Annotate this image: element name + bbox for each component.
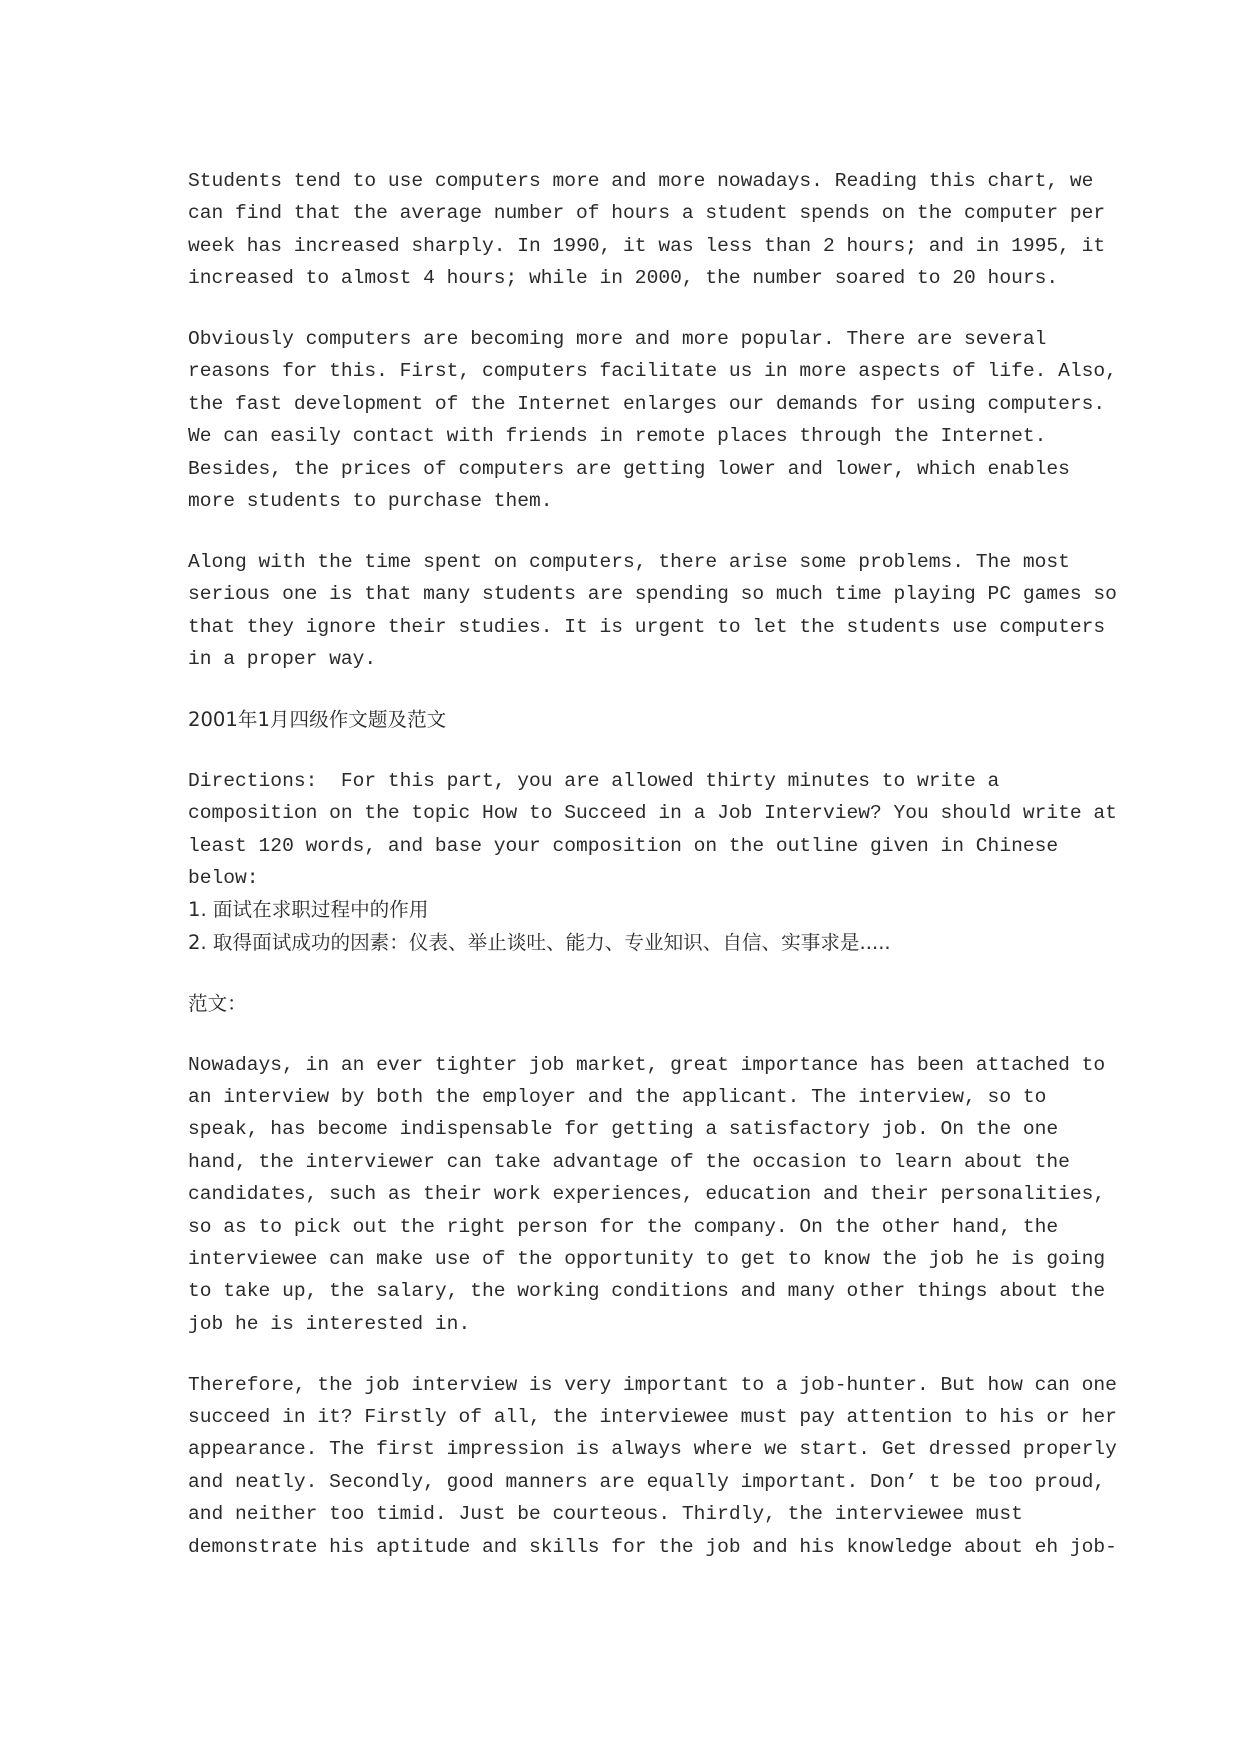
text-line: in a proper way. <box>188 648 377 671</box>
text-line: Obviously computers are becoming more and more popular. There are several <box>188 328 1047 351</box>
text-line: Along with the time spent on computers, there arise some problems. The most <box>188 550 1070 573</box>
text-line: We can easily contact with friends in remote places through the Internet. <box>188 425 1047 448</box>
text-line: demonstrate his aptitude and skills for the job and his knowledge about eh job- <box>188 1535 1117 1558</box>
text-line: more students to purchase them. <box>188 490 553 513</box>
text-line: least 120 words, and base your composition on the outline given in Chinese <box>188 834 1059 857</box>
document-body <box>188 165 1117 1591</box>
section-heading <box>188 704 1068 736</box>
text-line: week has increased sharply. In 1990, it was less than 2 hours; and in 1995, it <box>188 234 1106 257</box>
text-line: that they ignore their studies. It is urgent to let the students use computers <box>188 615 1106 638</box>
sample-essay-label-text: 范文： <box>188 991 247 1015</box>
text-line: increased to almost 4 hours; while in 2000, the number soared to 20 hours. <box>188 267 1059 290</box>
text-line: composition on the topic How to Succeed in a Job Interview? You should write at <box>188 802 1117 825</box>
text-line: candidates, such as their work experiences, education and their personalities, <box>188 1183 1106 1206</box>
text-line: speak, has become indispensable for getting a satisfactory job. On the one <box>188 1118 1059 1141</box>
text-line: interviewee can make use of the opportunity to get to know the job he is going <box>188 1247 1106 1270</box>
text-line: Students tend to use computers more and more nowadays. Reading this chart, we <box>188 170 1094 192</box>
text-line: Besides, the prices of computers are getting lower and lower, which enables <box>188 457 1070 480</box>
text-line: below: <box>188 867 259 890</box>
paragraph-problems <box>188 546 1117 676</box>
text-line: appearance. The first impression is always where we start. Get dressed properly <box>188 1438 1117 1461</box>
paragraph-reasons <box>188 323 1117 517</box>
outline-item-1: 1. 面试在求职过程中的作用 <box>188 898 429 922</box>
section-heading-text: 2001年1月四级作文题及范文 <box>188 707 447 731</box>
text-line: Nowadays, in an ever tighter job market, great importance has been attached to <box>188 1053 1106 1076</box>
text-line: the fast development of the Internet enlarges our demands for using computers. <box>188 392 1106 415</box>
text-line: to take up, the salary, the working conditions and many other things about the <box>188 1280 1106 1303</box>
text-line: Directions: For this part, you are allowed thirty minutes to write a <box>188 769 1000 792</box>
paragraph-sample-2 <box>188 1369 1117 1563</box>
text-line: succeed in it? Firstly of all, the interviewee must pay attention to his or her <box>188 1406 1117 1428</box>
text-line: reasons for this. First, computers facilitate us in more aspects of life. Also, <box>188 360 1117 383</box>
outline-item-2: 2. 取得面试成功的因素：仪表、举止谈吐、能力、专业知识、自信、实事求是..... <box>188 930 891 954</box>
paragraph-sample-1 <box>188 1049 1106 1341</box>
text-line: Therefore, the job interview is very important to a job-hunter. But how can one <box>188 1373 1117 1396</box>
text-line: serious one is that many students are spending so much time playing PC games so <box>188 583 1117 606</box>
paragraph-directions <box>188 765 1117 959</box>
text-line: can find that the average number of hours a student spends on the computer per <box>188 202 1106 225</box>
text-line: an interview by both the employer and the applicant. The interview, so to <box>188 1085 1047 1108</box>
text-line: and neither too timid. Just be courteous. Thirdly, the interviewee must <box>188 1503 1023 1526</box>
text-line: and neatly. Secondly, good manners are equally important. Don’ t be too proud, <box>188 1470 1106 1493</box>
text-line: job he is interested in. <box>188 1312 471 1335</box>
text-line: hand, the interviewer can take advantage of the occasion to learn about the <box>188 1150 1070 1173</box>
paragraph-chart-summary <box>188 165 1106 295</box>
text-line: so as to pick out the right person for the company. On the other hand, the <box>188 1215 1059 1238</box>
sample-essay-label <box>188 988 1068 1020</box>
